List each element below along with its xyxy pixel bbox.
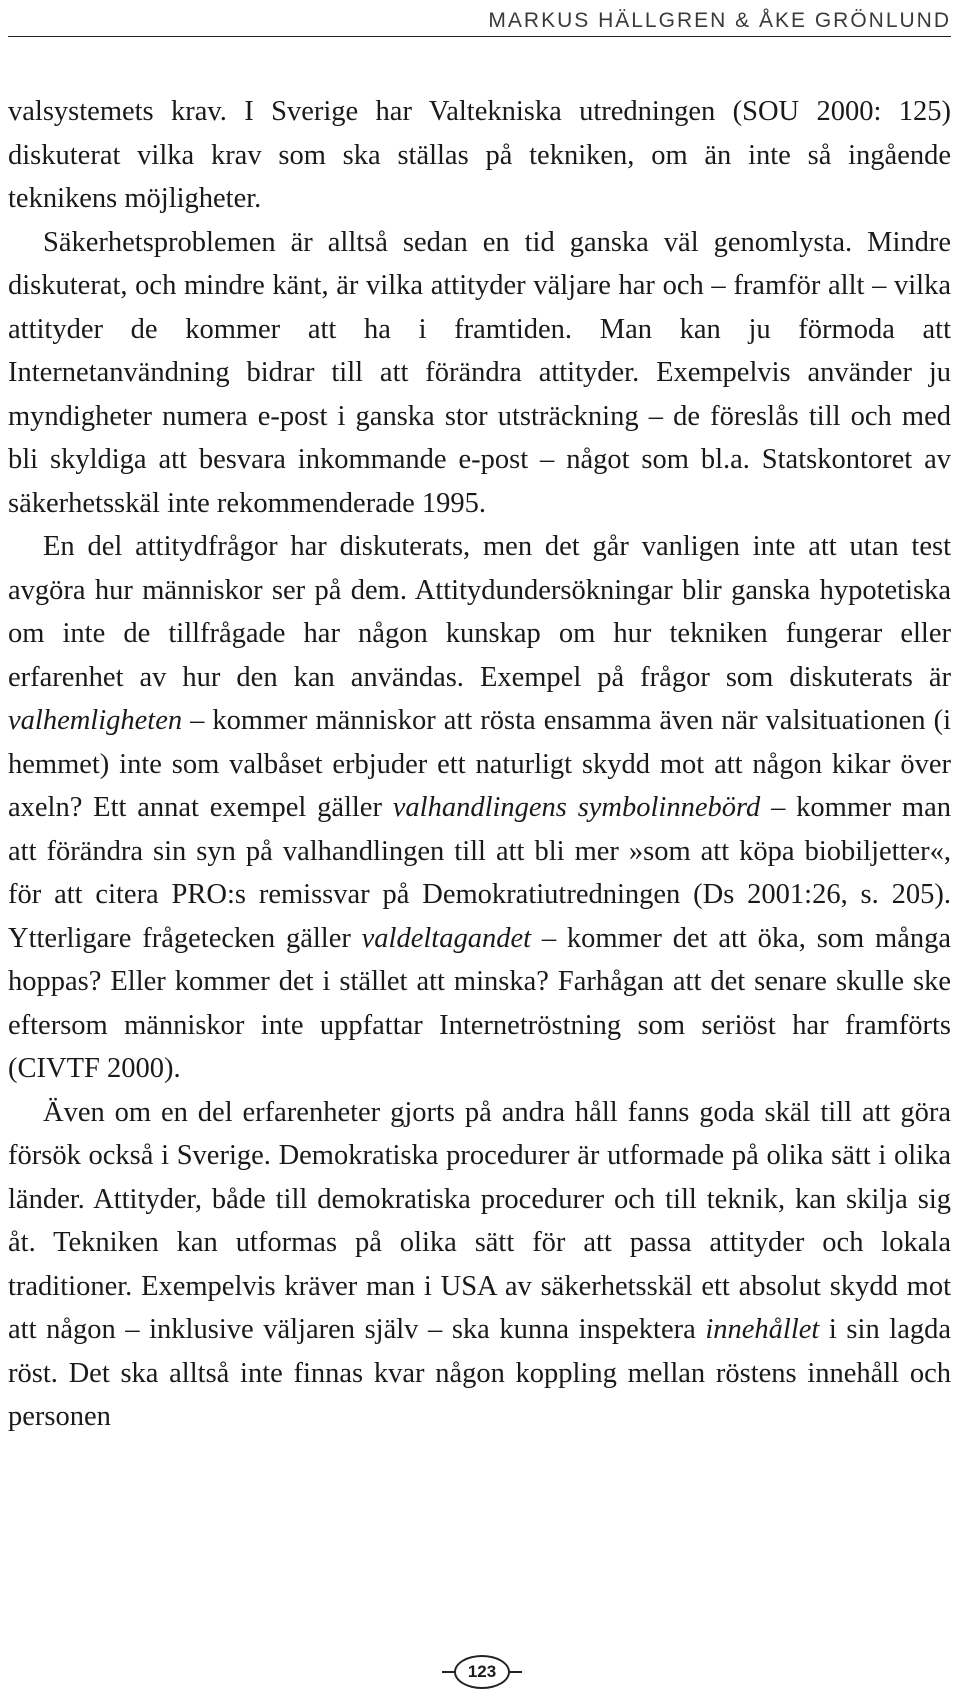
- page-number-label: 123: [454, 1655, 510, 1689]
- emphasis-valdeltagandet: valdeltagandet: [361, 922, 532, 954]
- folio-left-dash: [442, 1671, 454, 1673]
- body-text: [8, 90, 951, 1439]
- paragraph-1-text: valsystemets krav. I Sverige har Valtekniska utredningen (SOU 2000: 125) diskuterat vilka krav som ska ställas på tekniken, om än inte så ingående teknikens möjligheter.: [8, 96, 951, 214]
- emphasis-innehallet: innehållet: [705, 1314, 820, 1345]
- paragraph-3: [8, 525, 951, 1091]
- emphasis-valhemligheten: valhemligheten: [8, 705, 183, 736]
- running-head: MARKUS HÄLLGREN & ÅKE GRÖNLUND: [488, 9, 951, 32]
- paragraph-2: [8, 221, 951, 526]
- paragraph-3-text-d: – kommer det att öka, som många hoppas? Eller kommer det i stället att minska? Farhågan att det senare skulle ske eftersom människor inte uppfattar Internetröstning som seriöst har framförts (CIVTF 2000).: [8, 922, 951, 1084]
- paragraph-1: [8, 90, 951, 221]
- emphasis-valhandlingens-symbolinnebord: valhandlingens symbolinnebörd: [392, 792, 761, 823]
- paragraph-3-text-c: – kommer man att förändra sin syn på valhandlingen till att bli mer »som att köpa biobiljetter«, för att citera PRO:s remissvar på Demokratiutredningen (Ds 2001:26, s. 205). Ytterligare frågetecken gäller: [8, 792, 951, 954]
- folio-right-dash: [510, 1671, 522, 1673]
- page-number: [442, 1655, 522, 1689]
- paragraph-4-text-a: Även om en del erfarenheter gjorts på andra håll fanns goda skäl till att göra försök också i Sverige. Demokratiska procedurer är utformade på olika sätt i olika länder. Attityder, både till demokratiska procedurer och till teknik, kan skilja sig åt. Tekniken kan utformas på olika sätt för att passa attityder och lokala traditioner. Exempelvis kräver man i USA av säkerhetsskäl ett absolut skydd mot att någon – inklusive väljaren själv – ska kunna inspektera: [8, 1096, 951, 1345]
- paragraph-3-text-a: En del attitydfrågor har diskuterats, men det går vanligen inte att utan test avgöra hur människor ser på dem. Attitydundersökningar blir ganska hypotetiska om inte de tillfrågade har någon kunskap om hur tekniken fungerar eller erfarenhet av hur den kan användas. Exempel på frågor som diskuterats är: [8, 531, 951, 693]
- header-rule: [8, 36, 951, 37]
- paragraph-4-text-b: i sin lagda röst. Det ska alltså inte finnas kvar någon koppling mellan röstens innehåll och personen: [8, 1314, 951, 1432]
- paragraph-4: [8, 1091, 951, 1439]
- paragraph-3-text-b: – kommer människor att rösta ensamma även när valsituationen (i hemmet) inte som valbåset erbjuder ett naturligt skydd mot att någon kikar över axeln? Ett annat exempel gäller: [8, 705, 951, 823]
- paragraph-2-text: Säkerhetsproblemen är alltså sedan en tid ganska väl genomlysta. Mindre diskuterat, och mindre känt, är vilka attityder väljare har och – framför allt – vilka attityder de kommer att ha i framtiden. Man kan ju förmoda att Internetanvändning bidrar till att förändra attityder. Exempelvis använder ju myndigheter numera e-post i ganska stor utsträckning – de föreslås till och med bli skyldiga att besvara inkommande e-post – något som bl.a. Statskontoret av säkerhetsskäl inte rekommenderade 1995.: [8, 226, 951, 519]
